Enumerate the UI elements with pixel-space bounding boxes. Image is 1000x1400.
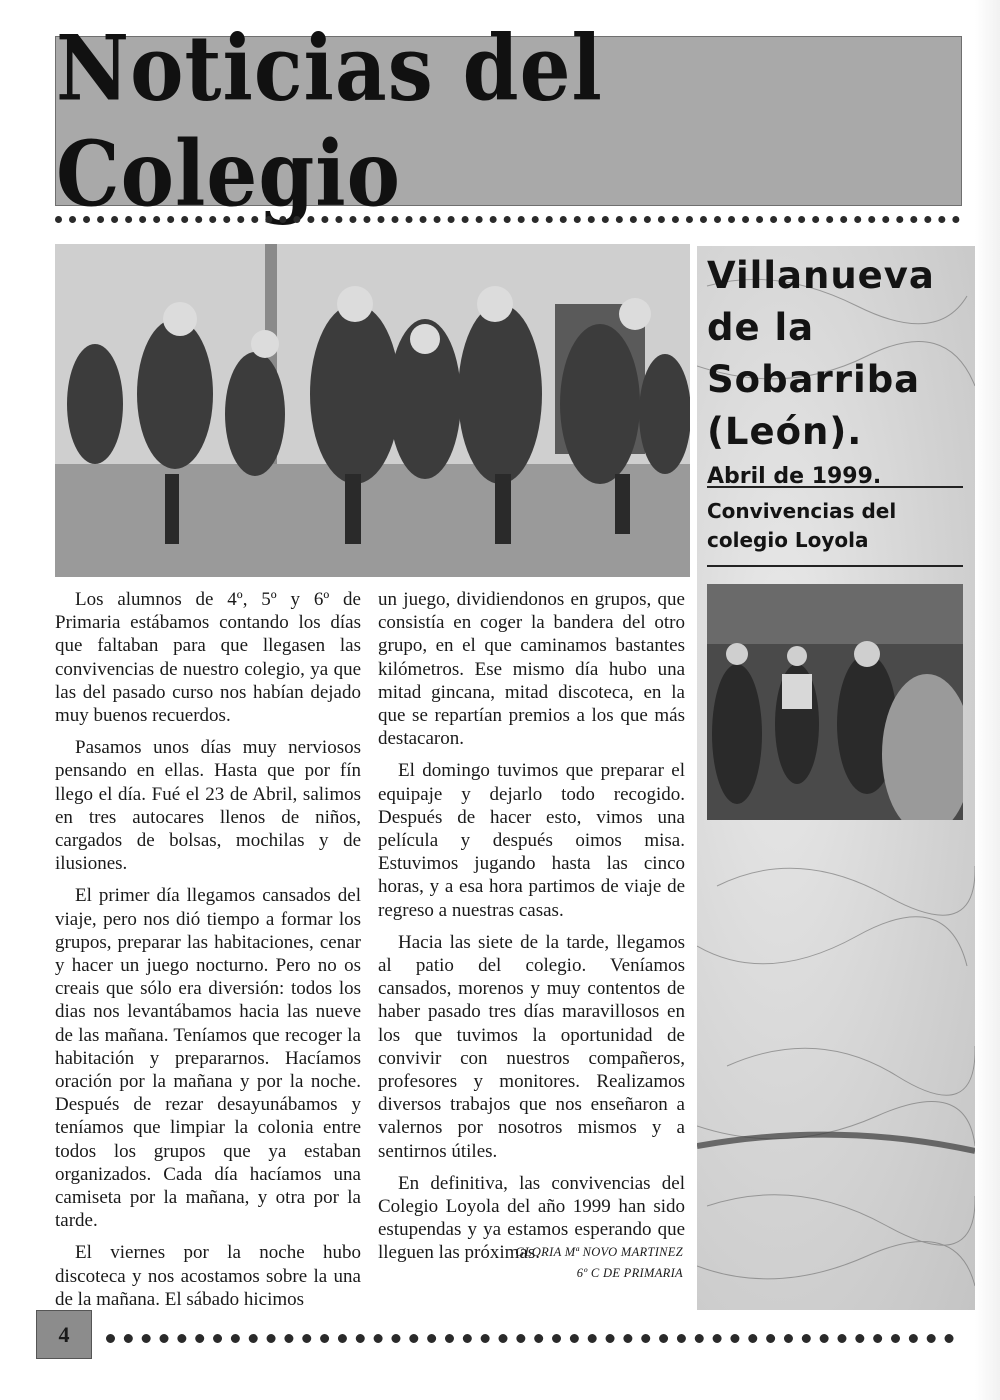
sidebar-place-line: de la <box>707 306 815 349</box>
author-class: 6º C DE PRIMARIA <box>576 1266 683 1280</box>
sidebar-place-line: Villanueva <box>707 254 935 297</box>
article-column-2 <box>378 588 685 1274</box>
masthead-title: Noticias del Colegio <box>56 15 603 227</box>
sidebar-rule-bottom <box>707 565 963 567</box>
article-paragraph: El domingo tuvimos que preparar el equipaje y dejarlo todo recogido. Después de hacer esto, vimos una película y después oimos misa. Estuvimos jugando hasta las cinco horas, y a esa hora partimos de viaje de regreso a nuestras casas. <box>378 760 685 921</box>
sidebar-place-line: Sobarriba <box>707 358 921 401</box>
sidebar-place-line: (León). <box>707 410 863 453</box>
article-paragraph: Hacia las siete de la tarde, llegamos al patio del colegio. Veníamos cansados, morenos y muy contentos de haber pasado tres días maravillosos en los que tuvimos la oportunidad de convivir con nuestros compañeros, profesores y monitores. Realizamos diversos trabajos que nos enseñaron a valernos por nosotros mismos y a sentirnos útiles. <box>378 931 685 1162</box>
page-edge <box>975 0 1000 1400</box>
page-number: 4 <box>36 1310 92 1359</box>
article-paragraph: Pasamos unos días muy nerviosos pensando en ellas. Hasta que por fín llego el día. Fué el 23 de Abril, salimos en tres autocares llenos de niños, cargados de bolsas, mochilas y de ilusiones. <box>55 737 361 875</box>
article-paragraph: Los alumnos de 4º, 5º y 6º de Primaria estábamos contando los días que faltaban para que llegasen las convivencias de nuestro colegio, ya que las del pasado curso nos habían dejado muy buenos recuerdos. <box>55 589 361 727</box>
sidebar-date: Abril de 1999. <box>707 464 882 489</box>
dotted-divider-bottom <box>106 1334 954 1343</box>
article-paragraph: un juego, dividiendonos en grupos, que consistía en coger la bandera del otro grupo, en el que caminamos bastantes kilómetros. Ese mismo día hubo una mitad gincana, mitad discoteca, en la que se repartían premios a los que más destacaron. <box>378 589 685 750</box>
sidebar-subtitle <box>707 497 957 555</box>
sidebar-heading <box>707 250 957 492</box>
sidebar-rule-top <box>707 486 963 488</box>
article-paragraph: En definitiva, las convivencias del Colegio Loyola del año 1999 han sido estupendas y ya estamos esperando que lleguen las próximas. <box>378 1172 685 1264</box>
sidebar-subtitle-line: colegio Loyola <box>707 528 869 552</box>
dotted-divider-top <box>55 216 960 223</box>
article-column-1 <box>55 588 361 1320</box>
article-paragraph: El primer día llegamos cansados del viaje, pero nos dió tiempo a formar los grupos, preparar las habitaciones, cenar y hacer un juego nocturno. Pero no os creais que sólo era diversión: todos los dias nos levantábamos hacia las nueve de las mañana. Teníamos que recoger la habitación y prepararnos. Hacíamos oración por la mañana y por la noche. Después de rezar desayunábamos y teníamos que limpiar la colonia entre todos los grupos que ya estaban organizados. Cada día hacíamos una camiseta por la mañana, y otra por la tarde. <box>55 885 361 1232</box>
article-paragraph: El viernes por la noche hubo discoteca y nos acostamos sobre la una de la mañana. El sábado hicimos <box>55 1242 361 1310</box>
sidebar-subtitle-line: Convivencias del <box>707 499 897 523</box>
masthead-banner <box>55 15 962 227</box>
group-photo <box>55 244 690 577</box>
author-name: GLORIA Mª NOVO MARTINEZ <box>515 1245 683 1259</box>
sidebar-photo <box>707 584 963 820</box>
